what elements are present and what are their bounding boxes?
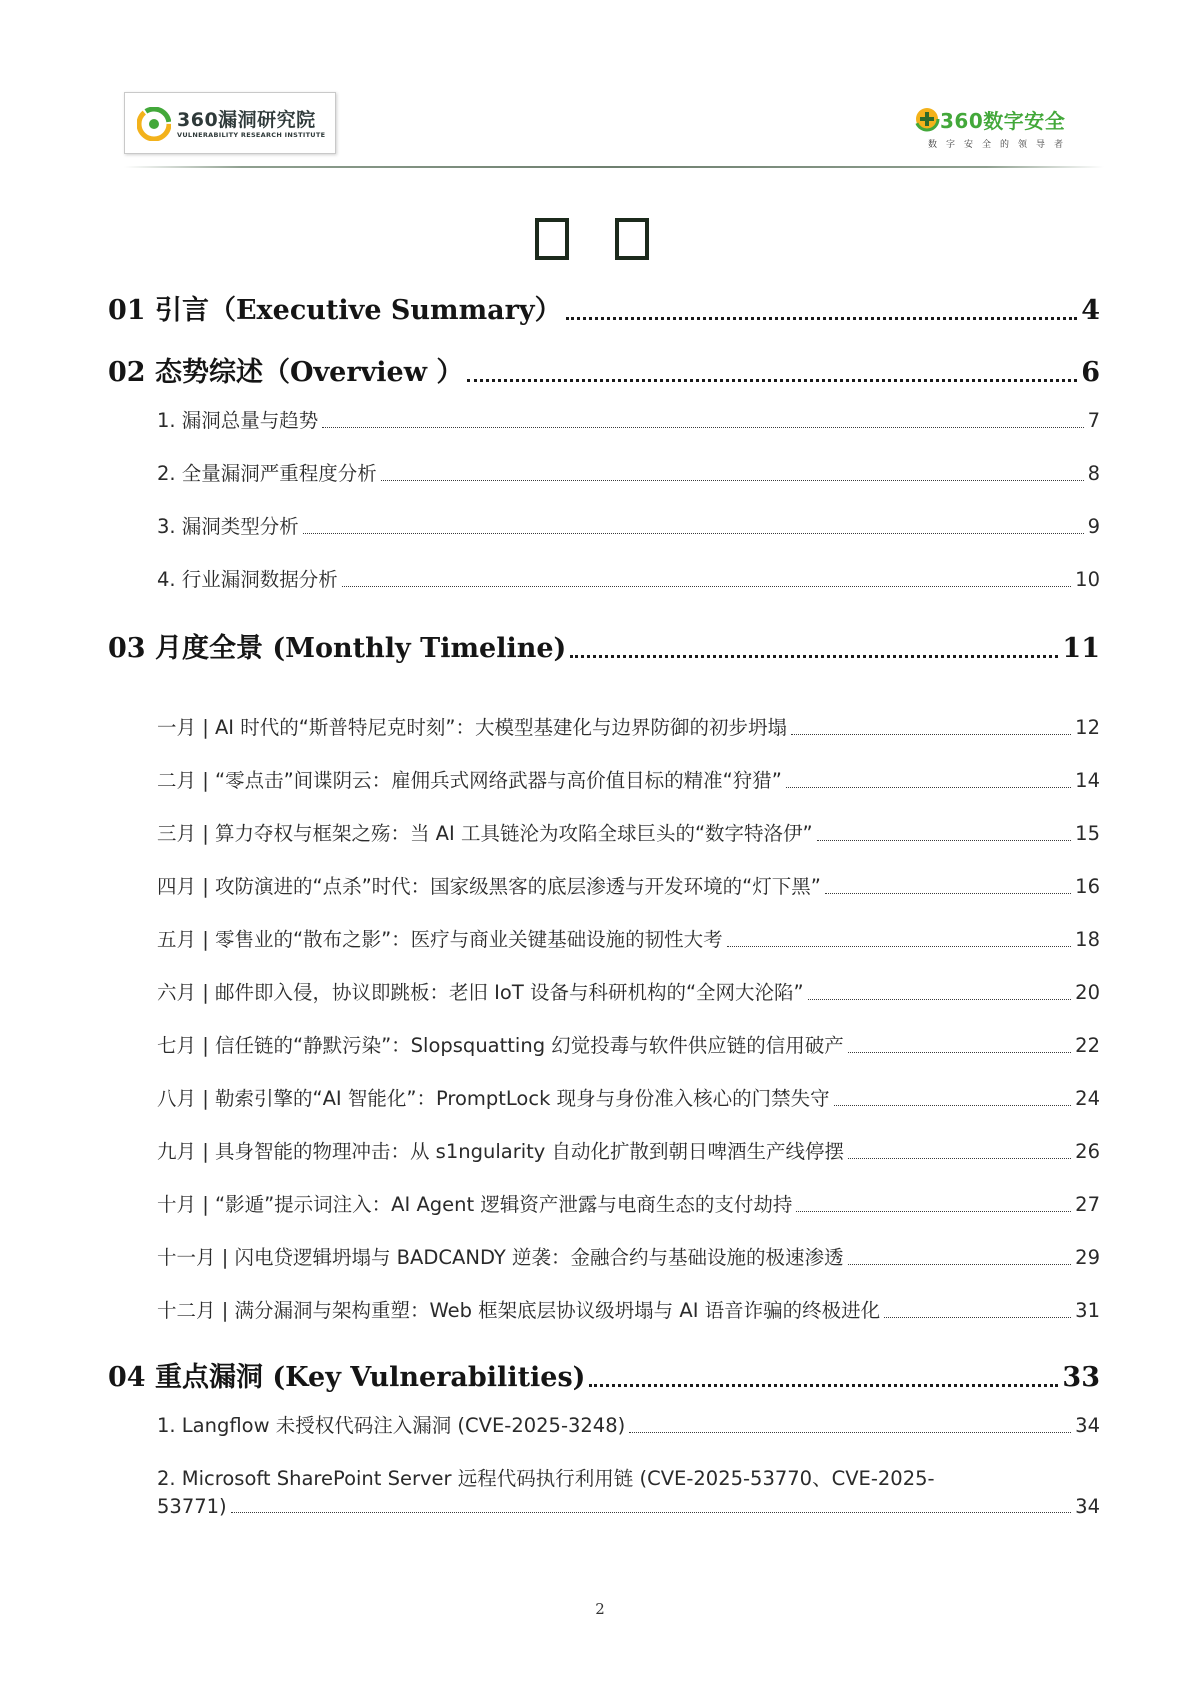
dot-leader: [848, 1052, 1071, 1053]
toc-entry[interactable]: [157, 1463, 1100, 1518]
toc-page-number: 9: [1087, 515, 1100, 538]
360-plus-logo-icon: [914, 106, 940, 132]
toc-entry[interactable]: [157, 712, 1100, 740]
360-slogan: 数字安全的领导者: [928, 140, 1073, 150]
toc-entry-label: 01 引言（Executive Summary）: [108, 295, 562, 326]
dot-leader: [589, 1384, 1058, 1387]
toc-entry[interactable]: [157, 1295, 1100, 1323]
dot-leader: [796, 1211, 1071, 1212]
toc-entry[interactable]: [157, 1242, 1100, 1270]
toc-entry-label: 03 月度全景 (Monthly Timeline): [108, 633, 567, 664]
toc-entry[interactable]: [157, 924, 1100, 952]
toc-entry-label: 2. 全量漏洞严重程度分析: [157, 462, 377, 485]
dot-leader: [834, 1105, 1072, 1106]
page-title: [535, 218, 655, 264]
toc-entry-label: 1. Langflow 未授权代码注入漏洞 (CVE-2025-3248): [157, 1414, 626, 1437]
dot-leader: [791, 734, 1071, 735]
dot-leader: [848, 1264, 1072, 1265]
dot-leader: [303, 533, 1084, 534]
missing-glyph-icon: [615, 218, 649, 260]
dot-leader: [727, 946, 1072, 947]
toc-entry-label: 2. Microsoft SharePoint Server 远程代码执行利用链 (CVE-2025-53770、CVE-2025-: [157, 1467, 935, 1490]
missing-glyph-icon: [535, 218, 569, 260]
dot-leader: [629, 1432, 1071, 1433]
toc-page-number: 6: [1081, 357, 1100, 388]
toc-entry-label: 4. 行业漏洞数据分析: [157, 568, 338, 591]
dot-leader: [381, 480, 1084, 481]
toc-page-number: 11: [1062, 633, 1100, 664]
toc-page-number: 27: [1075, 1193, 1100, 1216]
dot-leader: [342, 586, 1071, 587]
vulnerability-institute-logo: [124, 92, 336, 154]
toc-section-02[interactable]: [108, 350, 1100, 389]
toc-entry[interactable]: [157, 405, 1100, 433]
toc-page-number: 22: [1075, 1034, 1100, 1057]
toc-page-number: 18: [1075, 928, 1100, 951]
dot-leader: [231, 1512, 1072, 1513]
toc-page-number: 33: [1062, 1362, 1100, 1393]
toc-page-number: 10: [1075, 568, 1100, 591]
toc-entry-label-continued: 53771): [157, 1495, 227, 1518]
toc-section-03[interactable]: [108, 626, 1100, 665]
toc-entry-label: 十二月 | 满分漏洞与架构重塑：Web 框架底层协议级坍塌与 AI 语音诈骗的终极进化: [157, 1299, 881, 1322]
toc-entry-label: 十一月 | 闪电贷逻辑坍塌与 BADCANDY 逆袭：金融合约与基础设施的极速渗透: [157, 1246, 844, 1269]
dot-leader: [817, 840, 1072, 841]
toc-entry[interactable]: [157, 1189, 1100, 1217]
toc-entry-label: 1. 漏洞总量与趋势: [157, 409, 319, 432]
dot-leader: [808, 999, 1072, 1000]
institute-logo-icon: [137, 107, 171, 141]
dot-leader: [786, 787, 1071, 788]
toc-page-number: 4: [1081, 295, 1100, 326]
toc-entry-label: 十月 | “影遁”提示词注入：AI Agent 逻辑资产泄露与电商生态的支付劫持: [157, 1193, 793, 1216]
toc-entry[interactable]: [157, 818, 1100, 846]
toc-entry[interactable]: [157, 977, 1100, 1005]
toc-entry[interactable]: [157, 871, 1100, 899]
toc-page-number: 8: [1087, 462, 1100, 485]
toc-page-number: 29: [1075, 1246, 1100, 1269]
toc-entry-label: 九月 | 具身智能的物理冲击：从 s1ngularity 自动化扩散到朝日啤酒生产线停摆: [157, 1140, 845, 1163]
toc-section-04[interactable]: [108, 1355, 1100, 1394]
header-divider: [124, 166, 1104, 168]
dot-leader: [884, 1317, 1071, 1318]
toc-page-number: 24: [1075, 1087, 1100, 1110]
toc-entry[interactable]: [157, 1136, 1100, 1164]
toc-entry-label: 3. 漏洞类型分析: [157, 515, 299, 538]
toc-page-number: 34: [1075, 1495, 1100, 1518]
toc-entry[interactable]: [157, 1030, 1100, 1058]
dot-leader: [566, 317, 1078, 320]
toc-entry-label: 六月 | 邮件即入侵，协议即跳板：老旧 IoT 设备与科研机构的“全网大沦陷”: [157, 981, 804, 1004]
toc-entry-label: 三月 | 算力夺权与框架之殇：当 AI 工具链沦为攻陷全球巨头的“数字特洛伊”: [157, 822, 813, 845]
toc-page-number: 34: [1075, 1414, 1100, 1437]
toc-section-01[interactable]: [108, 288, 1100, 327]
toc-page-number: 15: [1075, 822, 1100, 845]
dot-leader: [570, 655, 1058, 658]
toc-entry-label: 七月 | 信任链的“静默污染”：Slopsquatting 幻觉投毒与软件供应链的信用破产: [157, 1034, 844, 1057]
toc-entry[interactable]: [157, 458, 1100, 486]
dot-leader: [848, 1158, 1071, 1159]
toc-page-number: 12: [1075, 716, 1100, 739]
toc-page-number: 20: [1075, 981, 1100, 1004]
toc-page-number: 26: [1075, 1140, 1100, 1163]
page-header: [124, 88, 1104, 172]
page-number: 2: [595, 1600, 605, 1618]
toc-page-number: 14: [1075, 769, 1100, 792]
dot-leader: [467, 379, 1077, 382]
toc-page-number: 16: [1075, 875, 1100, 898]
institute-brand-name: 360漏洞研究院: [177, 109, 316, 131]
toc-page-number: 31: [1075, 1299, 1100, 1322]
toc-entry[interactable]: [157, 564, 1100, 592]
toc-entry-label: 02 态势综述（Overview ）: [108, 357, 464, 388]
toc-entry-label: 四月 | 攻防演进的“点杀”时代：国家级黑客的底层渗透与开发环境的“灯下黑”: [157, 875, 821, 898]
toc-entry[interactable]: [157, 1083, 1100, 1111]
toc-entry[interactable]: [157, 1410, 1100, 1438]
toc-entry-label: 八月 | 勒索引擎的“AI 智能化”：PromptLock 现身与身份准入核心的门禁失守: [157, 1087, 830, 1110]
toc-entry[interactable]: [157, 511, 1100, 539]
toc-entry[interactable]: [157, 765, 1100, 793]
dot-leader: [825, 893, 1071, 894]
toc-entry-label: 04 重点漏洞 (Key Vulnerabilities): [108, 1362, 586, 1393]
toc-entry-label: 二月 | “零点击”间谍阴云：雇佣兵式网络武器与高价值目标的精准“狩猎”: [157, 769, 782, 792]
toc-page-number: 7: [1087, 409, 1100, 432]
institute-brand-english: VULNERABILITY RESEARCH INSTITUTE: [177, 131, 326, 139]
toc-entry-label: 五月 | 零售业的“散布之影”：医疗与商业关键基础设施的韧性大考: [157, 928, 723, 951]
dot-leader: [322, 427, 1083, 428]
360-brand-name: 360数字安全: [940, 109, 1066, 133]
toc-entry-label: 一月 | AI 时代的“斯普特尼克时刻”：大模型基建化与边界防御的初步坍塌: [157, 716, 787, 739]
360-digital-security-logo: [914, 104, 1104, 154]
